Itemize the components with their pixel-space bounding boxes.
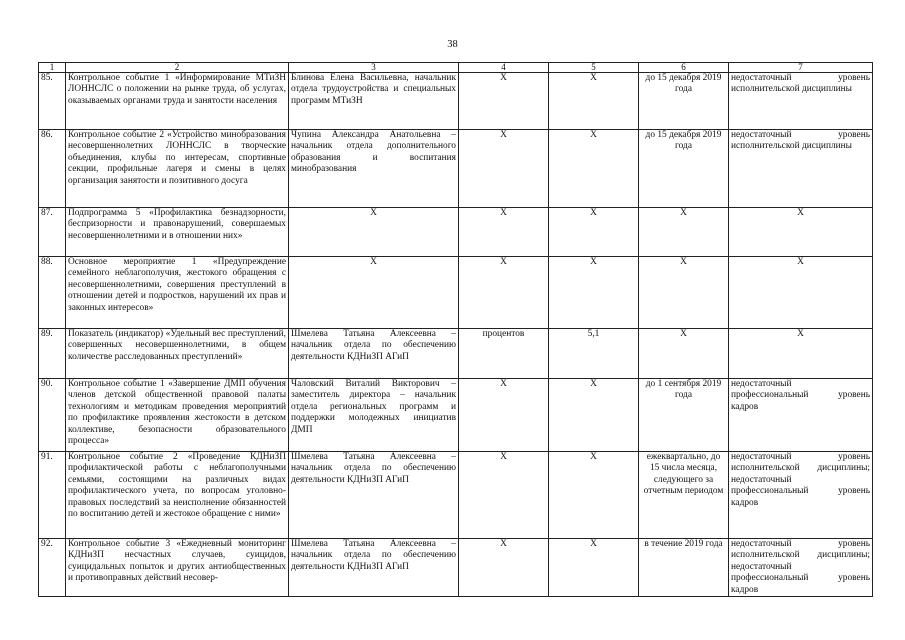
row-number: 88.	[39, 257, 66, 329]
column-number: 6	[639, 63, 729, 73]
risk-cell: недостаточный уровень исполнительской дисциплины	[729, 130, 873, 208]
responsible-cell: Чаловский Виталий Викторович – заместитель директора – начальник отдела региональных программ и поддержки молодежных инициатив ДМП	[289, 379, 459, 452]
value-cell: Х	[549, 257, 639, 329]
deadline-cell: Х	[639, 329, 729, 379]
risk-cell: недостаточный уровень исполнительской дисциплины; недостаточный профессиональный уровень кадров	[729, 452, 873, 539]
row-number: 90.	[39, 379, 66, 452]
responsible-cell: Х	[289, 257, 459, 329]
row-number: 89.	[39, 329, 66, 379]
unit-cell: Х	[459, 379, 549, 452]
deadline-cell: до 1 сентября 2019 года	[639, 379, 729, 452]
row-number: 85.	[39, 73, 66, 130]
deadline-cell: Х	[639, 208, 729, 257]
column-number: 2	[66, 63, 289, 73]
risk-cell: недостаточный уровень исполнительской дисциплины; недостаточный профессиональный уровень кадров	[729, 539, 873, 597]
table-row	[39, 130, 873, 208]
risk-cell: Х	[729, 329, 873, 379]
column-number: 7	[729, 63, 873, 73]
deadline-cell: до 15 декабря 2019 года	[639, 73, 729, 130]
deadline-cell: в течение 2019 года	[639, 539, 729, 597]
unit-cell: Х	[459, 539, 549, 597]
column-number: 3	[289, 63, 459, 73]
risk-cell: недостаточный уровень исполнительской дисциплины	[729, 73, 873, 130]
table-row	[39, 257, 873, 329]
row-number: 87.	[39, 208, 66, 257]
event-cell: Контрольное событие 1 «Информирование МТиЗН ЛОННСЛС о положении на рынке труда, об услугах, оказываемых органами труда и занятости населения	[66, 73, 289, 130]
responsible-cell: Блинова Елена Васильевна, начальник отдела трудоустройства и специальных программ МТиЗН	[289, 73, 459, 130]
column-number: 4	[459, 63, 549, 73]
row-number: 91.	[39, 452, 66, 539]
risk-cell: недостаточный профессиональный уровень кадров	[729, 379, 873, 452]
responsible-cell: Шмелева Татьяна Алексеевна – начальник отдела по обеспечению деятельности КДНиЗП АГиП	[289, 539, 459, 597]
row-number: 92.	[39, 539, 66, 597]
table-row	[39, 452, 873, 539]
event-cell: Контрольное событие 2 «Проведение КДНиЗП профилактической работы с неблагополучными семьями, состоящими на различных видах профилактического учета, по вопросам уголовно-правовых последствий за неисполнение обязанностей по воспитанию детей и жестокое обращение с ними»	[66, 452, 289, 539]
table-row	[39, 329, 873, 379]
event-cell: Основное мероприятие 1 «Предупреждение семейного неблагополучия, жестокого обращения с несовершеннолетними, совершения преступлений в отношении детей и подростков, нарушений их прав и законных интересов»	[66, 257, 289, 329]
event-cell: Контрольное событие 2 «Устройство минобразования несовершеннолетних ЛОННСЛС в творческие объединения, клубы по интересам, спортивные секции, профильные лагеря и смены в целях организация занятости и позитивного досуга	[66, 130, 289, 208]
unit-cell: Х	[459, 130, 549, 208]
responsible-cell: Х	[289, 208, 459, 257]
table-row	[39, 379, 873, 452]
event-cell: Контрольное событие 1 «Завершение ДМП обучения членов детской общественной правовой палаты технологиям и методикам проведения мероприятий по профилактике проявления жестокости в детском коллективе, безопасности образовательного процесса»	[66, 379, 289, 452]
value-cell: Х	[549, 130, 639, 208]
risk-cell: Х	[729, 208, 873, 257]
unit-cell: Х	[459, 257, 549, 329]
responsible-cell: Шмелева Татьяна Алексеевна – начальник отдела по обеспечению деятельности КДНиЗП АГиП	[289, 329, 459, 379]
value-cell: Х	[549, 539, 639, 597]
column-number: 1	[39, 63, 66, 73]
column-number: 5	[549, 63, 639, 73]
table-row	[39, 208, 873, 257]
table-row	[39, 539, 873, 597]
value-cell: Х	[549, 452, 639, 539]
event-cell: Контрольное событие 3 «Ежедневный мониторинг КДНиЗП несчастных случаев, суицидов, суицидальных попыток и других антиобщественных и противоправных действий несовер-	[66, 539, 289, 597]
deadline-cell: Х	[639, 257, 729, 329]
risk-cell: Х	[729, 257, 873, 329]
row-number: 86.	[39, 130, 66, 208]
value-cell: 5,1	[549, 329, 639, 379]
responsible-cell: Шмелева Татьяна Алексеевна – начальник отдела по обеспечению деятельности КДНиЗП АГиП	[289, 452, 459, 539]
column-number-row	[39, 63, 873, 73]
deadline-cell: ежеквартально, до 15 числа месяца, следующего за отчетным периодом	[639, 452, 729, 539]
table-row	[39, 73, 873, 130]
unit-cell: Х	[459, 73, 549, 130]
plan-table	[38, 62, 873, 597]
value-cell: Х	[549, 73, 639, 130]
responsible-cell: Чупина Александра Анатольевна – начальник отдела дополнительного образования и воспитания минобразования	[289, 130, 459, 208]
event-cell: Подпрограмма 5 «Профилактика безнадзорности, беспризорности и правонарушений, совершаемых несовершеннолетними и в отношении них»	[66, 208, 289, 257]
unit-cell: Х	[459, 208, 549, 257]
unit-cell: процентов	[459, 329, 549, 379]
unit-cell: Х	[459, 452, 549, 539]
value-cell: Х	[549, 208, 639, 257]
value-cell: Х	[549, 379, 639, 452]
deadline-cell: до 15 декабря 2019 года	[639, 130, 729, 208]
page-number: 38	[447, 39, 458, 50]
event-cell: Показатель (индикатор) «Удельный вес преступлений, совершенных несовершеннолетними, в общем количестве расследованных преступлений»	[66, 329, 289, 379]
